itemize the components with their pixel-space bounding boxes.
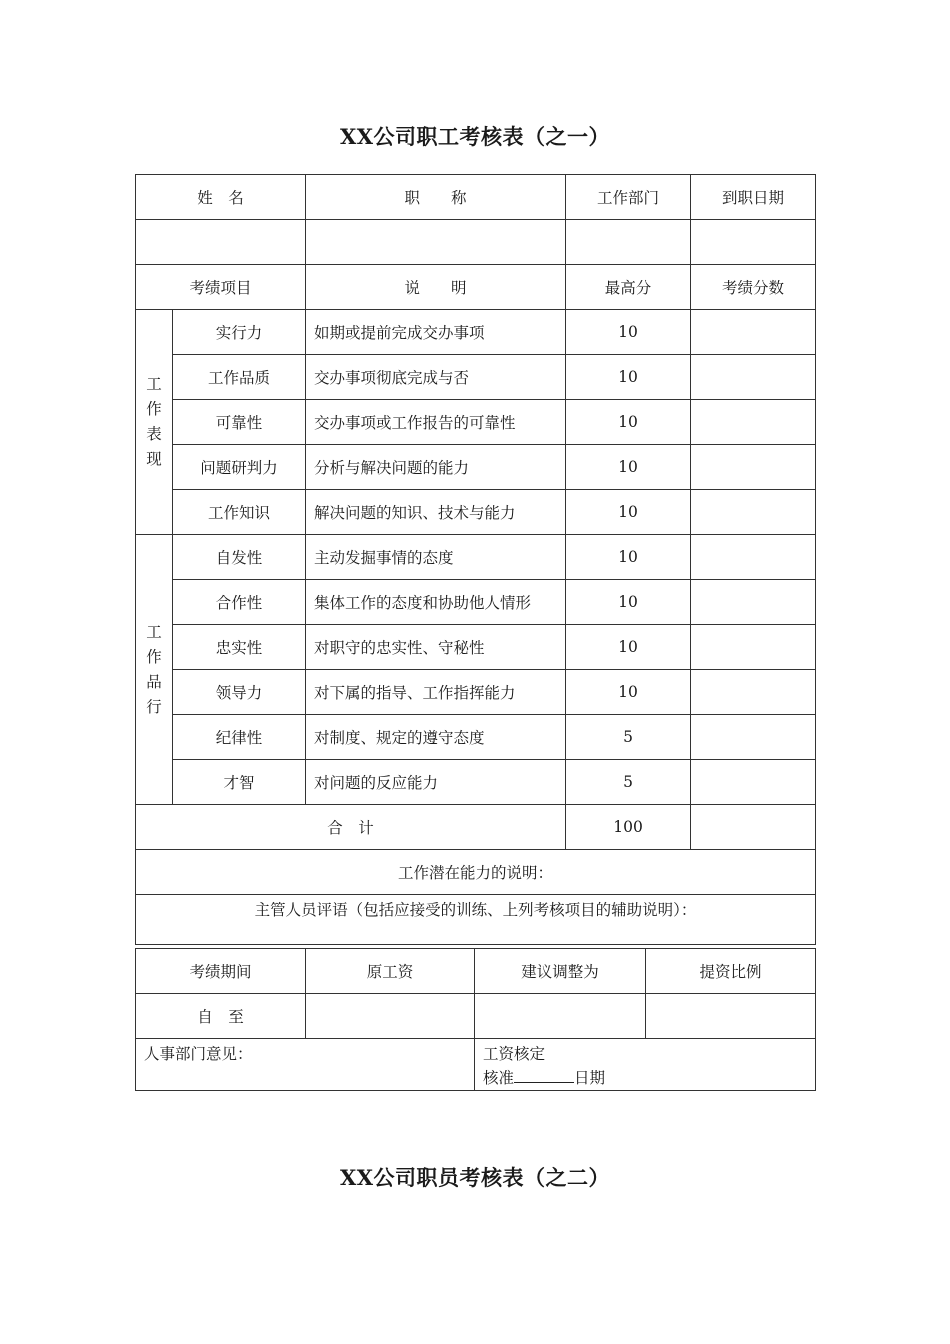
table-row (136, 535, 816, 580)
score-header: 考绩分数 (691, 265, 816, 310)
salary-check-label: 工资核定 (483, 1045, 546, 1063)
item-desc: 对职守的忠实性、守秘性 (306, 625, 566, 670)
table-row (136, 355, 816, 400)
item-name: 才智 (173, 760, 306, 805)
item-score-field[interactable] (691, 445, 816, 490)
total-row (136, 805, 816, 850)
item-desc: 对问题的反应能力 (306, 760, 566, 805)
item-max: 5 (566, 715, 691, 760)
salary-approval[interactable] (475, 1039, 816, 1091)
hire-date-field[interactable] (691, 220, 816, 265)
item-name: 忠实性 (173, 625, 306, 670)
item-desc: 交办事项彻底完成与否 (306, 355, 566, 400)
hire-date-header: 到职日期 (691, 175, 816, 220)
item-max: 10 (566, 310, 691, 355)
table-row (136, 625, 816, 670)
item-name: 领导力 (173, 670, 306, 715)
item-desc: 对下属的指导、工作指挥能力 (306, 670, 566, 715)
item-desc: 解决问题的知识、技术与能力 (306, 490, 566, 535)
item-score-field[interactable] (691, 760, 816, 805)
header-row (136, 175, 816, 220)
item-name: 实行力 (173, 310, 306, 355)
total-score-field[interactable] (691, 805, 816, 850)
item-desc: 如期或提前完成交办事项 (306, 310, 566, 355)
suggest-header: 建议调整为 (475, 949, 646, 994)
supervisor-comment[interactable]: 主管人员评语（包括应接受的训练、上列考核项目的辅助说明）： (136, 895, 816, 945)
item-name: 可靠性 (173, 400, 306, 445)
item-max: 10 (566, 445, 691, 490)
suggest-field[interactable] (475, 994, 646, 1039)
item-max: 10 (566, 625, 691, 670)
item-max: 10 (566, 490, 691, 535)
score-header-row (136, 265, 816, 310)
table-row (136, 490, 816, 535)
item-desc: 集体工作的态度和协助他人情形 (306, 580, 566, 625)
item-score-field[interactable] (691, 490, 816, 535)
potential-row (136, 850, 816, 895)
item-name: 工作知识 (173, 490, 306, 535)
info-input-row (136, 220, 816, 265)
item-max: 10 (566, 355, 691, 400)
salary-table (135, 948, 816, 1091)
item-desc: 主动发掘事情的态度 (306, 535, 566, 580)
salary-input-row (136, 994, 816, 1039)
approve-line (483, 1066, 815, 1090)
potential-note[interactable]: 工作潜在能力的说明： (136, 850, 816, 895)
group-label-text: 工 作 品 行 (146, 622, 162, 716)
supervisor-row (136, 895, 816, 945)
position-field[interactable] (306, 220, 566, 265)
item-max: 10 (566, 400, 691, 445)
max-header: 最高分 (566, 265, 691, 310)
item-score-field[interactable] (691, 580, 816, 625)
position-header: 职 称 (306, 175, 566, 220)
item-max: 5 (566, 760, 691, 805)
approve-blank[interactable] (514, 1066, 574, 1083)
approve-label: 核准 (483, 1069, 515, 1087)
form-title-1: XX公司职工考核表（之一） (339, 124, 611, 149)
item-score-field[interactable] (691, 535, 816, 580)
item-score-field[interactable] (691, 355, 816, 400)
item-score-field[interactable] (691, 310, 816, 355)
form-title-2: XX公司职员考核表（之二） (339, 1165, 611, 1190)
department-field[interactable] (566, 220, 691, 265)
original-salary-header: 原工资 (306, 949, 475, 994)
item-score-field[interactable] (691, 670, 816, 715)
item-score-field[interactable] (691, 400, 816, 445)
table-row (136, 715, 816, 760)
item-name: 合作性 (173, 580, 306, 625)
period-field[interactable]: 自 至 (136, 994, 306, 1039)
item-score-field[interactable] (691, 715, 816, 760)
item-name: 问题研判力 (173, 445, 306, 490)
group-label-conduct (136, 535, 173, 805)
table-row (136, 445, 816, 490)
group-label-text: 工 作 表 现 (146, 375, 162, 468)
group-label-performance (136, 310, 173, 535)
period-header: 考绩期间 (136, 949, 306, 994)
desc-header: 说 明 (306, 265, 566, 310)
table-row (136, 400, 816, 445)
table-row (136, 580, 816, 625)
table-row (136, 670, 816, 715)
original-salary-field[interactable] (306, 994, 475, 1039)
ratio-header: 提资比例 (646, 949, 816, 994)
total-label: 合 计 (136, 805, 566, 850)
table-row (136, 760, 816, 805)
item-score-field[interactable] (691, 625, 816, 670)
total-value: 100 (566, 805, 691, 850)
item-max: 10 (566, 580, 691, 625)
item-max: 10 (566, 670, 691, 715)
item-max: 10 (566, 535, 691, 580)
item-name: 工作品质 (173, 355, 306, 400)
hr-opinion[interactable]: 人事部门意见： (136, 1039, 475, 1091)
item-desc: 交办事项或工作报告的可靠性 (306, 400, 566, 445)
item-desc: 对制度、规定的遵守态度 (306, 715, 566, 760)
department-header: 工作部门 (566, 175, 691, 220)
name-header: 姓 名 (136, 175, 306, 220)
item-desc: 分析与解决问题的能力 (306, 445, 566, 490)
ratio-field[interactable] (646, 994, 816, 1039)
item-name: 纪律性 (173, 715, 306, 760)
table-row (136, 310, 816, 355)
approval-row (136, 1039, 816, 1091)
item-header: 考绩项目 (136, 265, 306, 310)
name-field[interactable] (136, 220, 306, 265)
date-label: 日期 (574, 1069, 606, 1087)
salary-header-row (136, 949, 816, 994)
item-name: 自发性 (173, 535, 306, 580)
assessment-table (135, 174, 816, 945)
